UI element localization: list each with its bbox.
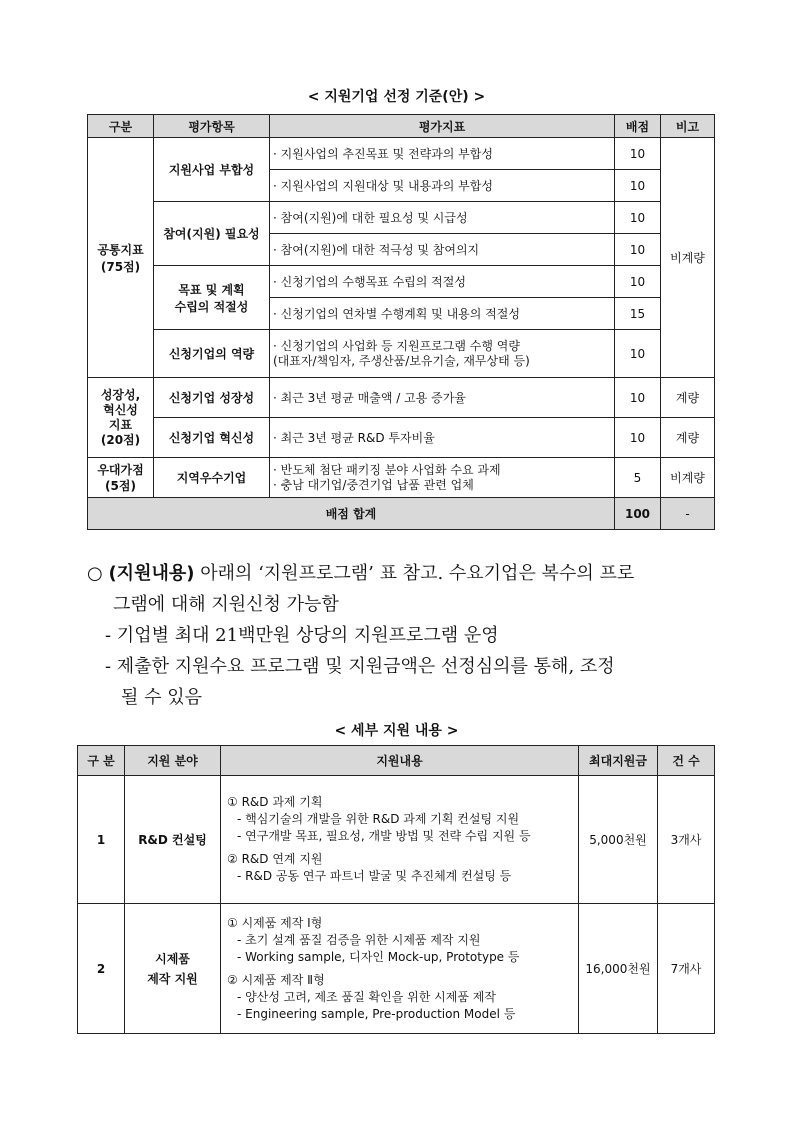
indicator-text: · 최근 3년 평균 매출액 / 고용 증가율 <box>270 378 615 418</box>
note-cell: 계량 <box>661 418 715 458</box>
group-common: 공통지표 (75점) <box>88 138 154 378</box>
table-row <box>88 202 715 234</box>
item-label: 신청기업 혁신성 <box>154 418 270 458</box>
detail-item-title: ① R&D 과제 기획 <box>227 795 323 809</box>
score-cell: 10 <box>615 378 661 418</box>
indicator-text: · 지원사업의 지원대상 및 내용과의 부합성 <box>270 170 615 202</box>
detail-sub: - 양산성 고려, 제조 품질 확인을 위한 시제품 제작 <box>237 989 496 1004</box>
detail-sub: - R&D 공동 연구 파트너 발굴 및 추진체계 컨설팅 등 <box>237 869 512 883</box>
table2-caption: < 세부 지원 내용 > <box>334 723 459 739</box>
count: 3개사 <box>658 776 715 904</box>
table2-header-row <box>78 746 715 776</box>
score-cell: 10 <box>615 170 661 202</box>
detail-sub: - 연구개발 목표, 필요성, 개발 방법 및 전략 수립 지원 등 <box>237 829 531 843</box>
header-cell: 구분 <box>88 115 154 138</box>
support-content-label: (지원내용) <box>108 563 195 584</box>
score-cell: 10 <box>615 234 661 266</box>
adjustment-text-line2: 될 수 있음 <box>121 687 202 708</box>
table-row <box>88 378 715 418</box>
header-cell: 지원 분야 <box>125 746 221 776</box>
total-row <box>88 498 715 530</box>
indicator-text: · 지원사업의 추진목표 및 전략과의 부합성 <box>270 138 615 170</box>
support-detail <box>221 904 579 1034</box>
indicator-text: · 신청기업의 수행목표 수립의 적절성 <box>270 266 615 298</box>
table-row <box>88 458 715 498</box>
support-detail-table <box>77 745 715 1034</box>
support-field: 시제품 제작 지원 <box>125 904 221 1034</box>
indicator-text: · 최근 3년 평균 R&D 투자비율 <box>270 418 615 458</box>
support-content-text-line2: 그램에 대해 지원신청 가능함 <box>113 594 339 615</box>
score-cell: 5 <box>615 458 661 498</box>
support-content-paragraph <box>87 558 727 713</box>
table-row <box>78 904 715 1034</box>
score-cell: 15 <box>615 298 661 330</box>
table-row <box>88 330 715 378</box>
row-number: 2 <box>78 904 125 1034</box>
item-label: 신청기업의 역량 <box>154 330 270 378</box>
note-cell: 계량 <box>661 378 715 418</box>
support-content-text: 아래의 ‘지원프로그램’ 표 참고. 수요기업은 복수의 프로 <box>194 563 635 584</box>
detail-sub: - 초기 설계 품질 검증을 위한 시제품 제작 지원 <box>237 932 481 947</box>
indicator-text: · 참여(지원)에 대한 필요성 및 시급성 <box>270 202 615 234</box>
table1-header-row <box>88 115 715 138</box>
row-number: 1 <box>78 776 125 904</box>
score-cell: 10 <box>615 138 661 170</box>
header-cell: 평가항목 <box>154 115 270 138</box>
score-cell: 10 <box>615 202 661 234</box>
header-cell: 배점 <box>615 115 661 138</box>
support-field: R&D 컨설팅 <box>125 776 221 904</box>
max-amount: 5,000천원 <box>579 776 658 904</box>
table-row <box>88 266 715 298</box>
item-label: 지역우수기업 <box>154 458 270 498</box>
detail-sub: - 핵심기술의 개발을 위한 R&D 과제 기획 컨설팅 지원 <box>237 812 520 826</box>
score-cell: 10 <box>615 266 661 298</box>
indicator-text: · 신청기업의 사업화 등 지원프로그램 수행 역량 (대표자/책임자, 주생산품/보유기술, 재무상태 등) <box>270 330 615 378</box>
max-support-text: - 기업별 최대 21백만원 상당의 지원프로그램 운영 <box>105 625 499 646</box>
table-row <box>78 776 715 904</box>
score-cell: 10 <box>615 330 661 378</box>
note-cell: 비계량 <box>661 138 715 378</box>
max-amount: 16,000천원 <box>579 904 658 1034</box>
detail-item-title: ① 시제품 제작 Ⅰ형 <box>227 915 323 930</box>
score-cell: 10 <box>615 418 661 458</box>
detail-item-title: ② 시제품 제작 Ⅱ형 <box>227 972 325 987</box>
detail-sub: - Working sample, 디자인 Mock-up, Prototype 등 <box>237 949 520 964</box>
table1-caption: < 지원기업 선정 기준(안) > <box>307 89 486 105</box>
header-cell: 평가지표 <box>270 115 615 138</box>
table-row <box>88 138 715 170</box>
detail-item-title: ② R&D 연계 지원 <box>227 852 323 866</box>
group-growth: 성장성, 혁신성 지표 (20점) <box>88 378 154 458</box>
indicator-text: · 반도체 첨단 패키징 분야 사업화 수요 과제 · 충남 대기업/중견기업 납품 관련 업체 <box>270 458 615 498</box>
header-cell: 지원내용 <box>221 746 579 776</box>
note-cell: 비계량 <box>661 458 715 498</box>
detail-sub: - Engineering sample, Pre-production Model 등 <box>237 1006 516 1021</box>
selection-criteria-table <box>87 114 715 530</box>
total-note: - <box>661 498 715 530</box>
item-label: 지원사업 부합성 <box>154 138 270 202</box>
item-label: 신청기업 성장성 <box>154 378 270 418</box>
table-row <box>88 418 715 458</box>
item-label: 참여(지원) 필요성 <box>154 202 270 266</box>
count: 7개사 <box>658 904 715 1034</box>
group-bonus: 우대가점 (5점) <box>88 458 154 498</box>
header-cell: 비고 <box>661 115 715 138</box>
indicator-text: · 신청기업의 연차별 수행계획 및 내용의 적절성 <box>270 298 615 330</box>
item-label: 목표 및 계획 수립의 적절성 <box>154 266 270 330</box>
total-score: 100 <box>615 498 661 530</box>
header-cell: 구 분 <box>78 746 125 776</box>
indicator-text: · 참여(지원)에 대한 적극성 및 참여의지 <box>270 234 615 266</box>
circle-bullet-icon: ○ <box>87 563 103 584</box>
header-cell: 최대지원금 <box>579 746 658 776</box>
total-label: 배점 합계 <box>88 498 615 530</box>
support-detail <box>221 776 579 904</box>
adjustment-text: - 제출한 지원수요 프로그램 및 지원금액은 선정심의를 통해, 조정 <box>105 656 615 677</box>
header-cell: 건 수 <box>658 746 715 776</box>
